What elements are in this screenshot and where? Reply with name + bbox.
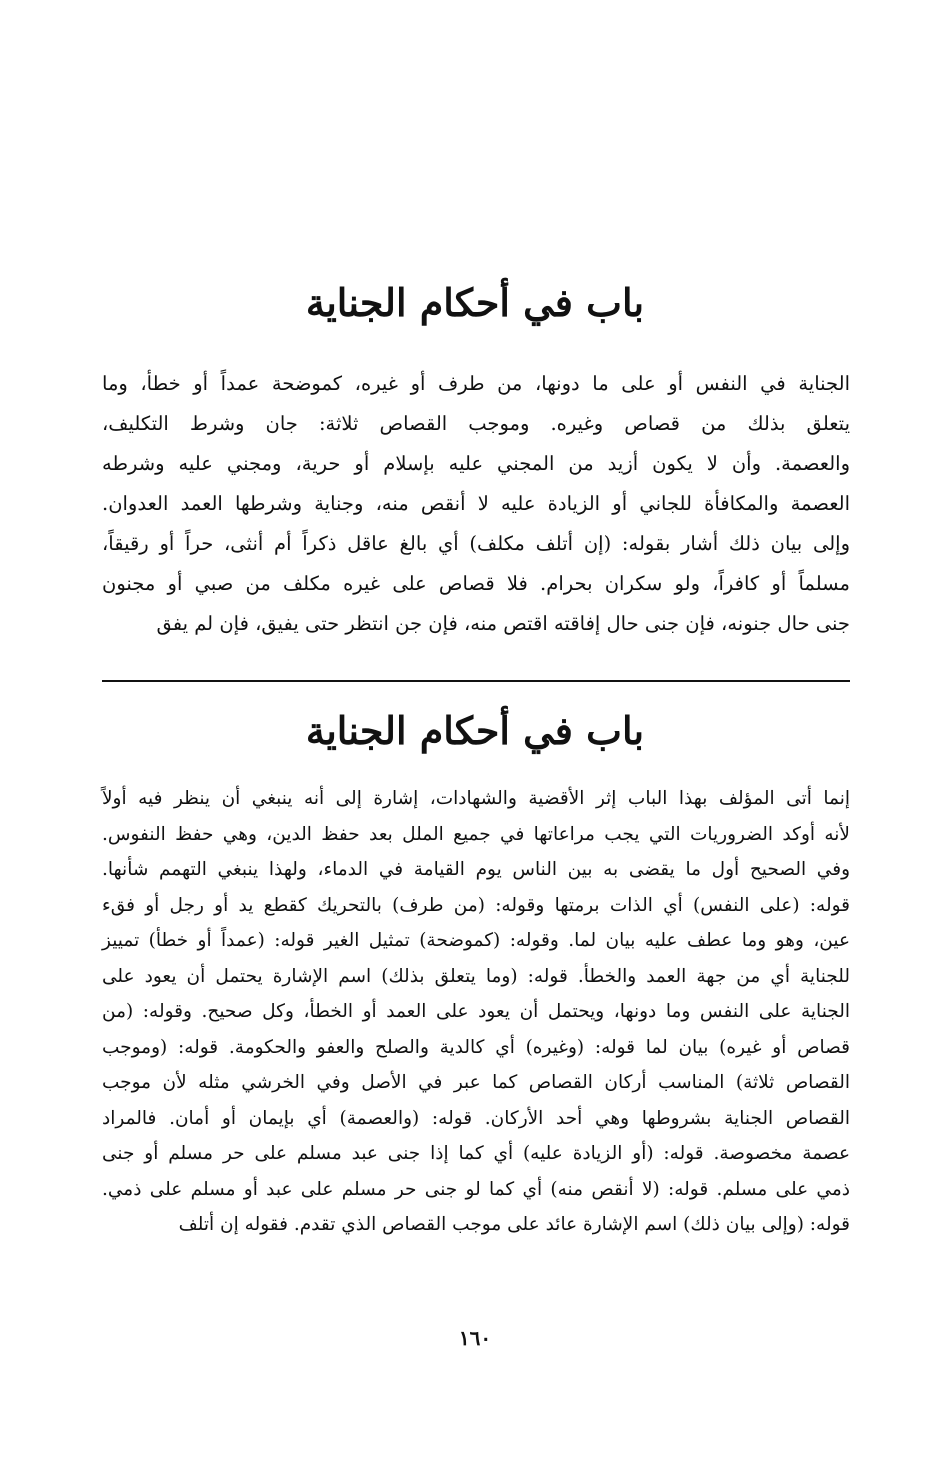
commentary-line: للجناية أي من جهة العمد والخطأ. قوله: (وما يتعلق بذلك) اسم الإشارة يحتمل أن يعود على xyxy=(102,965,850,987)
main-text xyxy=(102,364,850,644)
main-text-line: جنى حال جنونه، فإن جنى حال إفاقته اقتص منه، فإن جن انتظر حتى يفيق، فإن لم يفق xyxy=(156,612,850,635)
commentary-title: باب في أحكام الجناية xyxy=(305,708,645,753)
commentary-line: عصمة مخصوصة. قوله: (أو الزيادة عليه) أي كما إذا جنى عبد مسلم على حر مسلم أو جنى xyxy=(102,1143,850,1164)
commentary-line: قوله: (وإلى بيان ذلك) اسم الإشارة عائد على موجب القصاص الذي تقدم. فقوله إن أتلف xyxy=(178,1214,850,1235)
main-text-line: يتعلق بذلك من قصاص وغيره. وموجب القصاص ثلاثة: جان وشرط التكليف، xyxy=(102,412,850,435)
main-text-line: وإلى بيان ذلك أشار بقوله: (إن أتلف مكلف) أي بالغ عاقل ذكراً أم أنثى، حراً أو رقيقاً، xyxy=(102,532,850,555)
commentary-line: قوله: (على النفس) أي الذات برمتها وقوله: (من طرف) بالتحريك كقطع يد أو رجل أو فقء xyxy=(102,894,850,916)
main-text-line: الجناية في النفس أو على ما دونها، من طرف أو غيره، كموضحة عمداً أو خطأ، وما xyxy=(102,372,850,395)
chapter-title: باب في أحكام الجناية xyxy=(305,280,645,325)
section-divider xyxy=(102,680,850,682)
commentary-text xyxy=(102,781,850,1243)
page-number: ١٦٠ xyxy=(458,1326,492,1350)
commentary-line: الجناية على النفس وما دونها، ويحتمل أن يعود على العمد أو الخطأ، وكل صحيح. وقوله: (من xyxy=(102,1001,850,1022)
main-text-line: والعصمة. وأن لا يكون أزيد من المجني عليه بإسلام أو حرية، ومجني عليه وشرطه xyxy=(102,452,850,475)
commentary-line: عين، وهو وما عطف عليه بيان لما. وقوله: (كموضحة) تمثيل الغير قوله: (عمداً أو خطأ) تمييز xyxy=(102,930,850,951)
commentary-line: القصاص ثلاثة) المناسب أركان القصاص كما عبر في الأصل وفي الخرشي مثله لأن موجب xyxy=(102,1072,850,1093)
commentary-line: لأنه أوكد الضروريات التي يجب مراعاتها في جميع الملل بعد حفظ الدين، وهي حفظ النفوس. xyxy=(102,823,850,845)
commentary-line: القصاص الجناية بشروطها وهي أحد الأركان. قوله: (والعصمة) أي بإيمان أو أمان. فالمراد xyxy=(102,1107,850,1129)
commentary-line: وفي الصحيح أول ما يقضى به بين الناس يوم القيامة في الدماء، ولهذا ينبغي التهمم شأنها. xyxy=(102,859,850,880)
commentary-line: ذمي على مسلم. قوله: (لا أنقص منه) أي كما لو جنى حر مسلم على عبد أو مسلم على ذمي. xyxy=(102,1178,850,1200)
main-text-line: مسلماً أو كافراً، ولو سكران بحرام. فلا قصاص على غيره مكلف من صبي أو مجنون xyxy=(102,572,850,595)
commentary-line: قصاص أو غيره) بيان لما قوله: (وغيره) أي كالدية والصلح والعفو والحكومة. قوله: (وموجب xyxy=(102,1036,850,1058)
main-text-line: العصمة والمكافأة للجاني أو الزيادة عليه لا أنقص منه، وجناية وشرطها العمد العدوان. xyxy=(102,492,850,515)
commentary-line: إنما أتى المؤلف بهذا الباب إثر الأقضية والشهادات، إشارة إلى أنه ينبغي أن ينظر فيه أولاً xyxy=(102,788,850,809)
